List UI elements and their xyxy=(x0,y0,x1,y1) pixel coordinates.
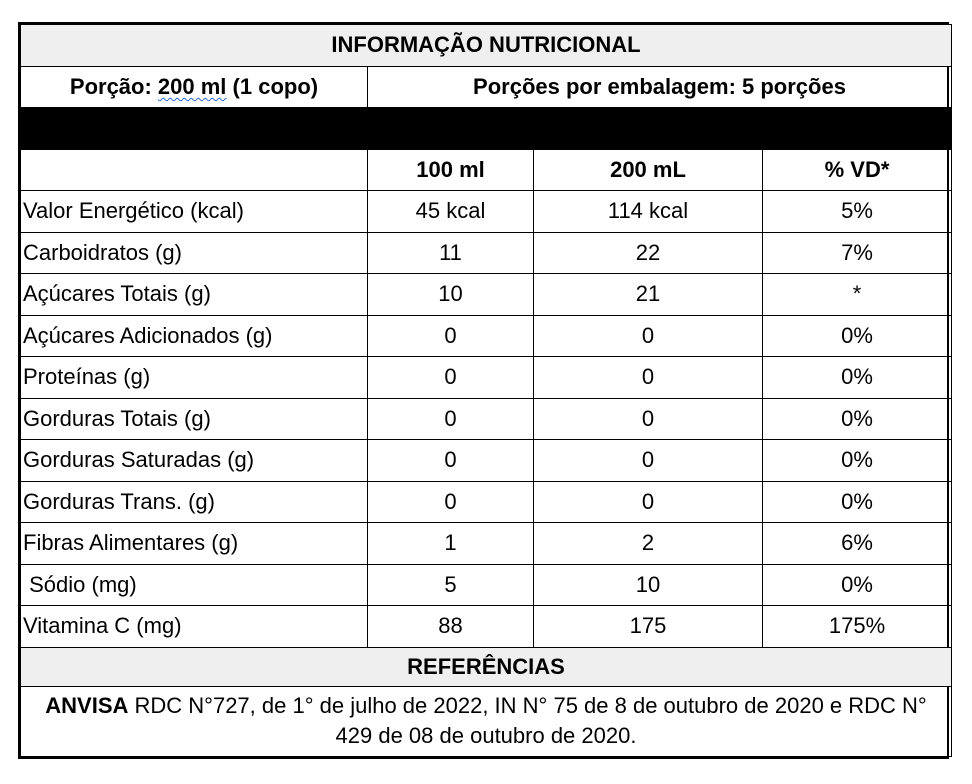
value-200ml: 0 xyxy=(534,481,763,523)
table-row xyxy=(21,357,952,399)
value-100ml: 0 xyxy=(368,481,534,523)
table-row xyxy=(21,315,952,357)
nutrient-name: Gorduras Saturadas (g) xyxy=(21,440,368,482)
table-row xyxy=(21,440,952,482)
value-200ml: 114 kcal xyxy=(534,191,763,233)
value-100ml: 45 kcal xyxy=(368,191,534,233)
nutrient-name: Açúcares Totais (g) xyxy=(21,274,368,316)
column-header-100ml: 100 ml xyxy=(368,149,534,191)
value-vd: 5% xyxy=(763,191,952,233)
value-100ml: 0 xyxy=(368,398,534,440)
value-200ml: 0 xyxy=(534,398,763,440)
table-row xyxy=(21,232,952,274)
black-divider-bar xyxy=(21,108,952,150)
table-row xyxy=(21,481,952,523)
nutrient-name: Vitamina C (mg) xyxy=(21,606,368,648)
nutrient-name: Valor Energético (kcal) xyxy=(21,191,368,233)
value-vd: 0% xyxy=(763,357,952,399)
table-row xyxy=(21,191,952,233)
nutrient-name: Gorduras Totais (g) xyxy=(21,398,368,440)
portion-prefix: Porção: xyxy=(69,73,158,99)
value-200ml: 0 xyxy=(534,315,763,357)
value-vd: 0% xyxy=(763,315,952,357)
table-row xyxy=(21,564,952,606)
column-header-empty xyxy=(21,149,368,191)
portion-size xyxy=(21,66,368,108)
references-body: RDC N°727, de 1° de julho de 2022, IN N° 75 de 8 de outubro de 2020 e RDC N° 429 de 08 de outubro de 2020. xyxy=(128,693,927,749)
nutrition-table xyxy=(20,24,952,757)
value-vd: 0% xyxy=(763,398,952,440)
value-200ml: 175 xyxy=(534,606,763,648)
column-header-200ml: 200 mL xyxy=(534,149,763,191)
nutrient-name: Proteínas (g) xyxy=(21,357,368,399)
nutrition-facts-table xyxy=(18,22,949,759)
value-vd: 0% xyxy=(763,481,952,523)
nutrient-name: Carboidratos (g) xyxy=(21,232,368,274)
portion-suffix: (1 copo) xyxy=(226,73,319,99)
value-vd: 175% xyxy=(763,606,952,648)
value-200ml: 21 xyxy=(534,274,763,316)
nutrient-name: Gorduras Trans. (g) xyxy=(21,481,368,523)
value-100ml: 0 xyxy=(368,440,534,482)
nutrient-name: Fibras Alimentares (g) xyxy=(21,523,368,565)
portion-amount: 200 ml xyxy=(157,73,227,99)
references-text xyxy=(21,686,952,756)
table-title: INFORMAÇÃO NUTRICIONAL xyxy=(21,25,952,67)
value-200ml: 22 xyxy=(534,232,763,274)
value-200ml: 2 xyxy=(534,523,763,565)
value-vd: 0% xyxy=(763,440,952,482)
value-100ml: 88 xyxy=(368,606,534,648)
value-200ml: 0 xyxy=(534,357,763,399)
value-100ml: 0 xyxy=(368,357,534,399)
value-vd: 7% xyxy=(763,232,952,274)
value-vd: * xyxy=(763,274,952,316)
value-vd: 6% xyxy=(763,523,952,565)
nutrient-name: Açúcares Adicionados (g) xyxy=(21,315,368,357)
references-source: ANVISA xyxy=(45,693,129,719)
references-heading: REFERÊNCIAS xyxy=(21,647,952,686)
value-100ml: 0 xyxy=(368,315,534,357)
value-100ml: 10 xyxy=(368,274,534,316)
table-row xyxy=(21,398,952,440)
table-row xyxy=(21,523,952,565)
table-row xyxy=(21,606,952,648)
value-vd: 0% xyxy=(763,564,952,606)
nutrient-name: Sódio (mg) xyxy=(21,564,368,606)
value-200ml: 10 xyxy=(534,564,763,606)
value-100ml: 5 xyxy=(368,564,534,606)
value-100ml: 11 xyxy=(368,232,534,274)
portions-per-package: Porções por embalagem: 5 porções xyxy=(368,66,952,108)
table-row xyxy=(21,274,952,316)
value-100ml: 1 xyxy=(368,523,534,565)
column-header-vd: % VD* xyxy=(763,149,952,191)
value-200ml: 0 xyxy=(534,440,763,482)
